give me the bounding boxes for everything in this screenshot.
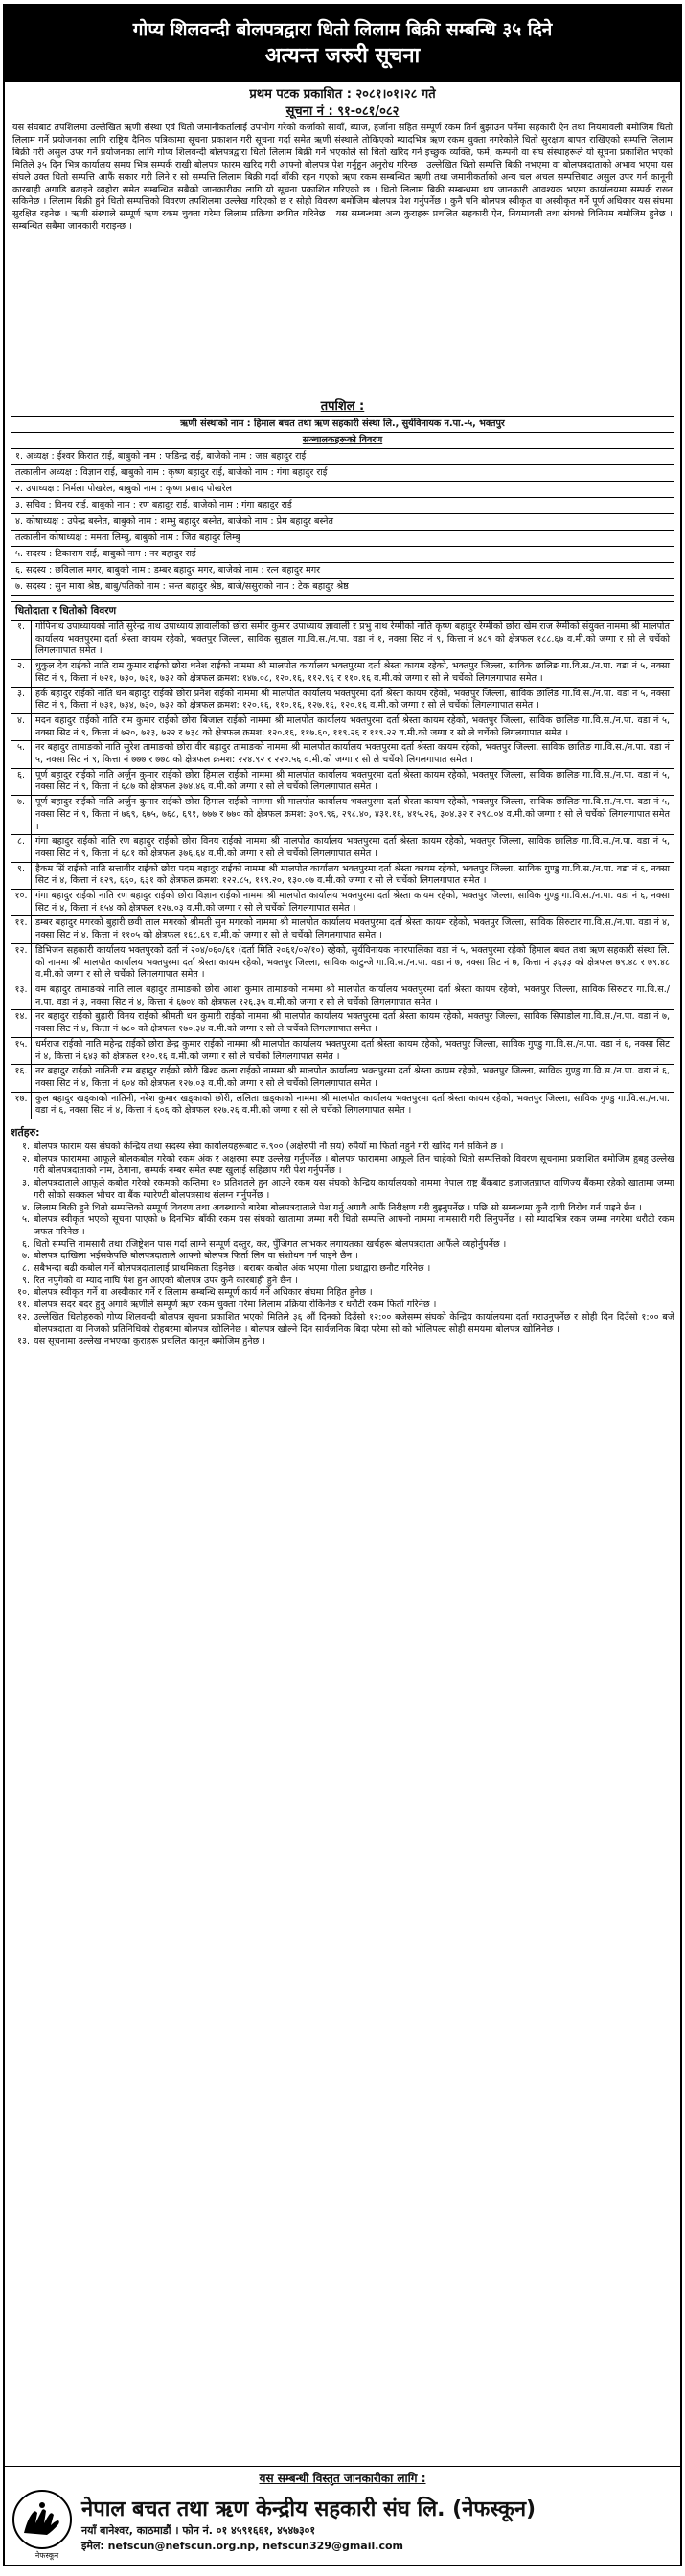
official-row: ४. कोषाध्यक्ष : उपेन्द्र बस्नेत, बाबुको नाम : शम्भु बहादुर बस्नेत, बाजेको नाम : प्रेम बहादुर बस्नेत: [11, 514, 674, 531]
item-number: १५.: [11, 1038, 32, 1064]
notice-title-line2: अत्यन्त जरुरी सूचना: [264, 44, 421, 68]
item-text: कुल बहादुर खड्काको नातिनी, नरेश कुमार खड्काको छोरी, ललिता खड्काको नाममा श्री मालपोत कार्यालय भक्तपुरमा दर्ता श्रेस्ता कायम रहेको, भक्तपुर जिल्ला, साविक गुण्डु गा.वि.स./न.पा. वडा नं ६, नक्सा सिट नं ४, कित्ता नं ६०६ को क्षेत्रफल १२७.२६ व.मी.को जग्गा र सो ले चर्चेको लिगलगापात समेत ।: [35, 1093, 670, 1117]
condition-item: [11, 1239, 674, 1252]
item-text: डिभिजन सहकारी कार्यालय भक्तपुरको दर्ता नं २०४/०६०/६१ (दर्ता मिति २०६१/०२/१०) रहेको, सुर्यविनायक नगरपालिका वडा नं ५, भक्तपुरमा रहेको हिमाल बचत तथा ऋण सहकारी संस्था लि. को नाममा श्री मालपोत कार्यालय भक्तपुरमा दर्ता श्रेस्ता कायम रहेको, भक्तपुर जिल्ला, साविक काटुन्जे गा.वि.स./न.पा. वडा नं ७, नक्सा सिट नं ७, कित्ता नं ३६३३ को क्षेत्रफल ७९.४८ र ७९.४८ व.मी.को जग्गा र सो ले चर्चेको लिगलगापात समेत ।: [35, 944, 670, 981]
collateral-item: [11, 944, 674, 983]
condition-item: [11, 1336, 674, 1348]
condition-item: [11, 1251, 674, 1263]
condition-number: १०.: [16, 1287, 30, 1299]
official-row: ६. सदस्य : छविलाल मगर, बाबुको नाम : डम्बर बहादुर मगर, बाजेको नाम : रत्न बहादुर मगर: [11, 563, 674, 579]
intro-paragraph: यस संघबाट तपशिलमा उल्लेखित ऋणी संस्था एवं धितो जमानीकर्तालाई उपभोग गरेको कर्जाको सावाँ, ब्याज, हर्जाना सहित सम्पूर्ण रकम तिर्न बुझाउन पर्नेमा सहकारी ऐन तथा नियमावली बमोजिम धितो लिलाम गर्ने प्रयोजनका लागि राष्ट्रिय दैनिक पत्रिकामा सूचना प्रकाशन गरी सूचना गर्दा समेत ऋणी संस्थाले तोकिएको म्यादभित्र ऋण रकम चुक्ता नगरेकोले धितो सुरक्षण बापत राखिएको सम्पत्ति लिलाम बिक्री गरी असुल उपर गर्ने प्रयोजनका लागि गोप्य शिलवन्दी बोलपत्रद्वारा धितो लिलाम बिक्री गर्ने भएकोले सो धितो खरिद गर्न इच्छुक व्यक्ति, फर्म, कम्पनी वा संघ संस्थाहरूले यो सूचना प्रकाशित भएको मितिले ३५ दिन भित्र कार्यालय समय भित्र सम्पर्क राखी बोलपत्र फारम खरिद गरी आफ्नो बोलपत्र पेश गर्नुहुन अनुरोध गरिन्छ । उल्लेखित धितो सम्पत्ति बिक्री नभएमा वा बोलपत्रदाताको अभाव भएमा यस संघले उक्त धितो सम्पत्ति आफैं सकार गरी लिने र सो सम्पत्ति लिलाम बिक्री गर्दा बाँकी रहन गएको ऋण रकम सम्बन्धित ऋणी तथा जमानीकर्ताको अन्य चल अचल सम्पत्तिबाट असुल उपर गर्न कानूनी कारबाही अगाडि बढाइने व्यहोरा समेत सम्बन्धित सबैको जानकारीका लागि यो सूचना प्रकाशित गरिएको छ । धितो लिलाम बिक्री सम्बन्धमा थप जानकारी आवश्यक भएमा कार्यालयमा सम्पर्क राख्न सकिनेछ । लिलाम बिक्री हुने धितो सम्पत्तिको विवरण तपशिलमा उल्लेख गरिएको छ र सोही विवरण बमोजिम बोलपत्र पेश गर्नुपर्नेछ । कुनै पनि बोलपत्र स्वीकृत वा अस्वीकृत गर्ने पूर्ण अधिकार यस संघमा सुरक्षित रहनेछ । ऋणी संस्थाले सम्पूर्ण ऋण रकम चुक्ता गरेमा लिलाम प्रक्रिया स्थगित गरिनेछ । यस सम्बन्धमा अन्य कुराहरू प्रचलित सहकारी ऐन, नियमावली तथा संघको विनियम बमोजिम हुनेछ । सम्बन्धित सबैमा जानकारी गराइन्छ ।: [12, 123, 673, 233]
condition-text: धितो सम्पत्ति नामसारी तथा रजिष्ट्रेशन पास गर्दा लाग्ने सम्पूर्ण दस्तुर, कर, पुँजिगत लाभकर लगायतका खर्चहरू बोलपत्रदाता आफैंले व्यहोर्नुपर्नेछ ।: [34, 1238, 507, 1250]
collateral-item: [11, 863, 674, 890]
logo-caption: नेफस्कून: [34, 2551, 59, 2560]
item-number: ८.: [11, 835, 32, 861]
item-number: ५.: [11, 741, 32, 767]
collateral-item: [11, 688, 674, 714]
condition-number: १३.: [16, 1336, 30, 1347]
condition-number: ४.: [21, 1202, 30, 1213]
condition-number: ६.: [21, 1238, 30, 1250]
condition-number: ५.: [21, 1214, 30, 1226]
item-number: ३.: [11, 688, 32, 713]
condition-number: ७.: [21, 1251, 30, 1262]
item-text: नर बहादुर तामाङको नाति सुरेश तामाङको छोरा वीर बहादुर तामाङको नाममा श्री मालपोत कार्यालय भक्तपुरमा दर्ता श्रेस्ता कायम रहेको, भक्तपुर जिल्ला, साविक छालिङ गा.वि.स./न.पा. वडा नं ५, नक्सा सिट नं ९, कित्ता नं ७७७ र ७७८ को क्षेत्रफल क्रमश: २२४.९२ र २२०.५६ व.मी.को जग्गा र सो ले चर्चेको लिगलगापात समेत ।: [35, 742, 670, 766]
schedule-title: तपशिल :: [320, 399, 365, 414]
collateral-section: [11, 601, 674, 1119]
notice-number: सूचना नं : ९१-०८१/०८२: [285, 104, 400, 119]
nefscun-logo-icon: [12, 2490, 72, 2549]
notice-title-bar: [5, 6, 680, 82]
item-number: १३.: [11, 983, 32, 1009]
condition-text: यस सूचनामा उल्लेख नभएका कुराहरू प्रचलित कानून बमोजिम हुनेछ ।: [34, 1336, 265, 1347]
item-number: ७.: [11, 796, 32, 834]
item-text: वम बहादुर तामाङको नाति लाल बहादुर तामाङको छोरा आशा कुमार तामाङको नाममा श्री मालपोत कार्यालय भक्तपुरमा दर्ता श्रेस्ता कायम रहेको, भक्तपुर जिल्ला, साविक सिरुटार गा.वि.स./न.पा. वडा नं ३, नक्सा सिट नं ४, कित्ता नं ६७०४ को क्षेत्रफल १२६.३५ व.मी.को जग्गा र सो ले चर्चेको लिगलगापात समेत ।: [35, 983, 670, 1007]
condition-number: ९.: [21, 1275, 30, 1286]
condition-number: १.: [21, 1141, 30, 1153]
notice-title-line1: गोप्य शिलवन्दी बोलपत्रद्वारा धितो लिलाम बिक्री सम्बन्धि ३५ दिने: [132, 19, 553, 40]
collateral-item: [11, 769, 674, 796]
org-address: नयाँ बानेश्वर, काठमाडौं । फोन नं. ०१ ४५९१६६१, ४५४७३०१: [81, 2524, 316, 2537]
condition-item: [11, 1263, 674, 1276]
collateral-item: [11, 835, 674, 862]
collateral-item: [11, 1065, 674, 1092]
item-text: गोपिनाथ उपाध्यायको नाति सुरेन्द्र नाथ उपाध्याय ज्ञावालीको छोरा समीर कुमार उपाध्याय ज्ञावाली र प्रभु नाथ रेग्मीको नाति कृष्ण बहादुर रेग्मीको छोरा खेम राज रेग्मीको संयुक्त नाममा श्री मालपोत कार्यालय भक्तपुरमा दर्ता श्रेस्ता कायम रहेको, भक्तपुर जिल्ला, साविक सुडाल गा.वि.स./न.पा. वडा नं १, नक्सा सिट नं ९, कित्ता नं ४८९ को क्षेत्रफल १८८.६७ व.मी.को जग्गा र सो ले चर्चेको लिगलगापात समेत ।: [35, 621, 670, 657]
condition-number: ८.: [21, 1263, 30, 1275]
item-number: १६.: [11, 1065, 32, 1091]
condition-text: बोलपत्र सदर बदर हुनु अगावै ऋणीले सम्पूर्ण ऋण रकम चुक्ता गरेमा लिलाम प्रक्रिया रोकिनेछ र धरौटी रकम फिर्ता गरिनेछ ।: [34, 1299, 437, 1311]
item-number: १०.: [11, 890, 32, 915]
condition-text: बोलपत्र फाराममा आफूले बोलकबोल गरेको रकम अंक र अक्षरमा स्पष्ट उल्लेख गर्नुपर्नेछ । बोलपत्र फाराममा आफूले लिन चाहेको धितो सम्पत्तिको विवरण सूचनामा प्रकाशित बमोजिम हुबहु उल्लेख गरी बोलपत्रदाताको नाम, ठेगाना, सम्पर्क नम्बर समेत स्पष्ट खुलाई सहिछाप गरी पेश गर्नुपर्नेछ ।: [34, 1153, 674, 1177]
condition-text: सबैभन्दा बढी कबोल गर्ने बोलपत्रदातालाई प्राथमिकता दिइनेछ । बराबर कबोल अंक भएमा गोला प्रथाद्वारा छनौट गरिनेछ ।: [34, 1263, 431, 1275]
item-number: १७.: [11, 1093, 32, 1119]
official-row: १. अध्यक्ष : ईश्वर किरात राई, बाबुको नाम : फडिन्द्र राई, बाजेको नाम : जस बहादुर राई: [11, 449, 674, 465]
contact-title: यस सम्बन्धी विस्तृत जानकारीका लागि :: [259, 2472, 426, 2485]
item-number: ६.: [11, 769, 32, 795]
collateral-item: [11, 1010, 674, 1037]
item-number: १२.: [11, 944, 32, 983]
condition-text: रित नपुगेको वा म्याद नाघि पेश हुन आएको बोलपत्र उपर कुनै कारबाही हुने छैन ।: [34, 1275, 298, 1286]
collateral-item: [11, 916, 674, 943]
item-text: पूर्ण बहादुर राईको नाति अर्जुन कुमार राईको छोरा हिमाल राईको नाममा श्री मालपोत कार्यालय भक्तपुरमा दर्ता श्रेस्ता कायम रहेको, भक्तपुर जिल्ला, साविक छालिङ गा.वि.स./न.पा. वडा नं ५, नक्सा सिट नं ९, कित्ता नं ७६९, ६७५, ७६८, ६९१, ७७७ र ७७० को क्षेत्रफल क्रमश: ३०९.९६, २९८.४०, ४३१.१६, ४१५.२६, ३०४.३२ र २९८.०४ व.मी.को जग्गा र सो ले चर्चेको लिगलगापात समेत ।: [35, 797, 670, 832]
item-number: ९.: [11, 863, 32, 889]
condition-item: [11, 1287, 674, 1299]
official-row: तत्कालीन अध्यक्ष : विज्ञान राई, बाबुको नाम : कृष्ण बहादुर राई, बाजेको नाम : गंगा बहादुर राई: [11, 465, 674, 482]
condition-text: बोलपत्रदाताले आफूले कबोल गरेको रकमको कम्तिमा १० प्रतिशतले हुन आउने रकम यस संघको केन्द्रिय कार्यालयको नाममा नेपाल राष्ट्र बैंकबाट इजाजतप्राप्त वाणिज्य बैंकमा रहेको खातामा जम्मा गरी सोको सक्कल भौचर वा बैंक ग्यारेण्टी बोलपत्रसाथ संलग्न गर्नुपर्नेछ ।: [34, 1178, 674, 1201]
org-name: नेपाल बचत तथा ऋण केन्द्रीय सहकारी संघ लि. (नेफस्कून): [81, 2497, 537, 2521]
conditions-section: [11, 1125, 674, 1348]
collateral-item: [11, 741, 674, 768]
collateral-item: [11, 796, 674, 835]
item-number: २.: [11, 660, 32, 686]
item-text: नर बहादुर राईको नातिनी राम बहादुर राईको छोरी बिश्व कला राईको नाममा श्री मालपोत कार्यालय भक्तपुरमा दर्ता श्रेस्ता कायम रहेको, भक्तपुर जिल्ला, साविक गुण्डु गा.वि.स./न.पा. वडा नं ६, नक्सा सिट नं ४, कित्ता नं ६०४ को क्षेत्रफल १२७.०३ व.मी.को जग्गा र सो ले चर्चेको लिगलगापात समेत ।: [35, 1066, 670, 1089]
item-text: धुकुल देव राईको नाति राम कुमार राईको छोरा धनेश राईको नाममा श्री मालपोत कार्यालय भक्तपुरमा दर्ता श्रेस्ता कायम रहेको, भक्तपुर जिल्ला, साविक छालिङ गा.वि.स./न.पा. वडा नं ५, नक्सा सिट नं ९, कित्ता नं ७२१, ७३०, ७३१, ७३२ को क्षेत्रफल क्रमश: १४७.०८, १२०.१६, ११२.९६ र ११०.१६ व.मी.को जग्गा र सो ले चर्चेको लिगलगापात समेत ।: [35, 661, 670, 684]
publish-date: प्रथम पटक प्रकाशित : २०८१।०१।२८ गते: [249, 87, 436, 102]
conditions-title: शर्तहरु:: [11, 1126, 40, 1140]
collateral-item: [11, 621, 674, 660]
item-number: १४.: [11, 1010, 32, 1036]
condition-item: [11, 1312, 674, 1336]
condition-number: २.: [21, 1153, 30, 1164]
item-text: धर्मराज राईको नाति महेन्द्र राईको छोरा डेन्द्र कुमार राईको नाममा श्री मालपोत कार्यालय भक्तपुरमा दर्ता श्रेस्ता कायम रहेको, भक्तपुर जिल्ला, साविक गुण्डु गा.वि.स./न.पा. वडा नं ६, नक्सा सिट नं ४, कित्ता नं ६४३ को क्षेत्रफल १२०.१६ व.मी.को जग्गा र सो ले चर्चेको लिगलगापात समेत ।: [35, 1038, 670, 1062]
condition-number: ११.: [16, 1299, 30, 1311]
item-text: हर्क बहादुर राईको नाति धन बहादुर राईको छोरा प्रनेश राईको नाममा श्री मालपोत कार्यालय भक्तपुरमा दर्ता श्रेस्ता कायम रहेको, भक्तपुर जिल्ला, साविक छालिङ गा.वि.स./न.पा. वडा नं ५, नक्सा सिट नं ९, कित्ता नं ७३१, ७३४, ७३०, ७३२ को क्षेत्रफल क्रमश: १२०.१६, ११०.१६, १२७.१६, १२०.१६ व.मी.को जग्गा र सो ले चर्चेको लिगलगापात समेत ।: [35, 688, 670, 712]
official-row: तत्कालीन कोषाध्यक्ष : ममता लिम्बु, बाबुको नाम : जित बहादुर लिम्बु: [11, 531, 674, 547]
official-row: ७. सदस्य : सुन माया श्रेष्ठ, बाबु/पतिको नाम : सन्त बहादुर श्रेष्ठ, बाजे/ससुराको नाम : टेक बहादुर श्रेष्ठ: [11, 579, 674, 596]
condition-item: [11, 1299, 674, 1312]
condition-item: [11, 1154, 674, 1178]
condition-number: ३.: [21, 1178, 30, 1189]
item-number: ४.: [11, 714, 32, 740]
official-row: ३. सचिव : विनय राई, बाबुको नाम : रण बहादुर राई, बाजेको नाम : गंगा बहादुर राई: [11, 498, 674, 514]
official-row: ५. सदस्य : टिकाराम राई, बाबुको नाम : नर बहादुर राई: [11, 547, 674, 563]
officials-table: [11, 416, 674, 596]
item-text: गंगा बहादुर राईको नाति रण बहादुर राईको छोरा विनय राईको नाममा श्री मालपोत कार्यालय भक्तपुरमा दर्ता श्रेस्ता कायम रहेको, भक्तपुर जिल्ला, साविक छालिङ गा.वि.स./न.पा. वडा नं ५, नक्सा सिट नं ९, कित्ता नं ६८१ को क्षेत्रफल ३७६.६४ व.मी.को जग्गा र सो ले चर्चेको लिगलगापात समेत ।: [35, 836, 670, 859]
collateral-item: [11, 714, 674, 741]
org-details: [81, 2497, 536, 2554]
condition-text: बोलपत्र स्वीकृत गर्ने वा अस्वीकार गर्ने र लिलाम सम्बन्धि सम्पूर्ण कार्य गर्ने अधिकार संघमा निहित हुनेछ ।: [34, 1287, 373, 1299]
collateral-item: [11, 983, 674, 1010]
condition-text: बोलपत्र फाराम यस संघको केन्द्रिय तथा सदस्य सेवा कार्यालयहरूबाट रु.९०० (अक्षेरुपी नौ सय) रुपैयाँ मा फिर्ता नहुने गरी खरिद गर्न सकिने छ ।: [34, 1141, 504, 1153]
collateral-item: [11, 890, 674, 916]
org-logo-block: [12, 2490, 81, 2561]
item-text: गंगा बहादुर राईको नाति रण बहादुर राईको छोरा विज्ञान राईको नाममा श्री मालपोत कार्यालय भक्तपुरमा दर्ता श्रेस्ता कायम रहेको, भक्तपुर जिल्ला, साविक गुण्डु गा.वि.स./न.पा. वडा नं ६, नक्सा सिट नं ४, कित्ता नं ६५४ को क्षेत्रफल १२७.०३ व.मी.को जग्गा र सो ले चर्चेको लिगलगापात समेत ।: [35, 891, 670, 914]
official-row: २. उपाध्यक्ष : निर्मला पोखरेल, बाबुको नाम : कृष्ण प्रसाद पोखरेल: [11, 482, 674, 498]
borrower-name: ऋणी संस्थाको नाम : हिमाल बचत तथा ऋण सहकारी संस्था लि., सुर्यविनायक न.पा.-५, भक्तपुर: [11, 417, 674, 433]
collateral-item: [11, 660, 674, 687]
condition-text: लिलाम बिक्री हुने धितो सम्पत्तिको सम्पूर्ण विवरण तथा अवस्थाको बारेमा बोलपत्रदाताले पेश गर्नु अगावै आफैं निरीक्षण गरी बुझ्नुपर्नेछ । पछि सो सम्बन्धमा कुनै दावी विरोध गर्न पाइने छैन ।: [34, 1202, 642, 1213]
collateral-item: [11, 1038, 674, 1065]
org-email[interactable]: इमेल: nefscun@nefscun.org.np, nefscun329@gmail.com: [81, 2540, 403, 2552]
condition-item: [11, 1203, 674, 1215]
condition-text: बोलपत्र दाखिला भईसकेपछि बोलपत्रदाताले आफ्नो बोलपत्र फिर्ता लिन वा संशोधन गर्न पाइने छैन ।: [34, 1251, 358, 1262]
hands-icon: [20, 2500, 64, 2539]
condition-item: [11, 1141, 674, 1154]
collateral-title: धितोदाता र धितोको विवरण: [11, 602, 674, 621]
item-text: डम्बर बहादुर मगरको बुहारी छवी लाल मगरको श्रीमती सुन मगरको नाममा श्री मालपोत कार्यालय भक्तपुरमा दर्ता श्रेस्ता कायम रहेको, भक्तपुर जिल्ला, साविक सिरुटार गा.वि.स./न.पा. वडा नं ४, नक्सा सिट नं ४, कित्ता नं ११०५ को क्षेत्रफल १६८.६९ व.मी.को जग्गा र सो ले चर्चेको लिगलगापात समेत ।: [35, 917, 670, 941]
condition-text: बोलपत्र स्वीकृत भएको सूचना पाएको ७ दिनभित्र बाँकी रकम यस संघको खातामा जम्मा गरी धितो सम्पत्ति आफ्नो नाममा नामसारी गरी लिनुपर्नेछ । सो म्यादभित्र रकम जम्मा नगरेमा धरौटी रकम जफत गरिनेछ ।: [34, 1214, 674, 1237]
footer-contact: [12, 2490, 673, 2561]
notice-page: [3, 4, 682, 2566]
item-number: ११.: [11, 916, 32, 942]
item-text: मदन बहादुर राईको नाति राम कुमार राईको छोरा बिजाल राईको नाममा श्री मालपोत कार्यालय भक्तपुरमा दर्ता श्रेस्ता कायम रहेको, भक्तपुर जिल्ला, साविक छालिङ गा.वि.स./न.पा. वडा नं ५, नक्सा सिट नं ९, कित्ता नं ७२०, ७२३, ७२२ र ७३८ को क्षेत्रफल क्रमश: १२०.१६, ११७.६०, ११९.२६ र ११९.२२ व.मी.को जग्गा र सो ले चर्चेको लिगलगापात समेत ।: [35, 714, 670, 738]
condition-item: [11, 1214, 674, 1238]
item-text: पूर्ण बहादुर राईको नाति अर्जुन कुमार राईको छोरा हिमाल राईको नाममा श्री मालपोत कार्यालय भक्तपुरमा दर्ता श्रेस्ता कायम रहेको, भक्तपुर जिल्ला, साविक छालिङ गा.वि.स./न.पा. वडा नं ५, नक्सा सिट नं ९, कित्ता नं ६८७ को क्षेत्रफल ३७४.४६ व.मी.को जग्गा र सो ले चर्चेको लिगलगापात समेत ।: [35, 769, 670, 793]
item-text: हैकम सिं राईको नाति सत्तावीर राईको छोरा पदम बहादुर राईको नाममा श्री मालपोत कार्यालय भक्तपुरमा दर्ता श्रेस्ता कायम रहेको, भक्तपुर जिल्ला, साविक गुण्डु गा.वि.स./न.पा. वडा नं ६, नक्सा सिट नं ४, कित्ता नं ६२९, ६६०, ६३१ को क्षेत्रफल क्रमश: १२२.८५, ११९.२०, १३०.०७ व.मी.को जग्गा र सो ले चर्चेको लिगलगापात समेत ।: [35, 863, 670, 887]
collateral-item: [11, 1093, 674, 1119]
condition-text: उल्लेखित धितोहरुको गोप्य शिलवन्दी बोलपत्र सूचना प्रकाशित भएको मितिले ३६ औं दिनको दिउँसो १२:०० बजेसम्म संघको केन्द्रिय कार्यालयमा दर्ता गराउनुपर्नेछ र सोही दिन दिउँसो १:०० बजे बोलपत्रदाता वा निजको प्रतिनिधिको रोहबरमा बोलपत्र खोलिनेछ । बोलपत्र खोल्ने दिन सार्वजनिक बिदा परेमा सो को भोलिपल्ट सोही समयमा बोलपत्र खोलिनेछ ।: [34, 1311, 674, 1335]
condition-item: [11, 1276, 674, 1288]
condition-number: १२.: [16, 1311, 30, 1322]
item-text: नर बहादुर राईको बुहारी विनय राईको श्रीमती धन कुमारी राईको नाममा श्री मालपोत कार्यालय भक्तपुरमा दर्ता श्रेस्ता कायम रहेको, भक्तपुर जिल्ला, साविक सिपाडोल गा.वि.स./न.पा. वडा नं ७, नक्सा सिट नं ४, कित्ता नं ७८० को क्षेत्रफल १७०.३४ व.मी.को जग्गा र सो ले चर्चेको लिगलगापात समेत ।: [35, 1011, 670, 1035]
condition-item: [11, 1178, 674, 1202]
item-number: १.: [11, 621, 32, 659]
footer: [5, 2466, 680, 2565]
officials-title: सञ्चालकहरूको विवरण: [11, 433, 674, 449]
